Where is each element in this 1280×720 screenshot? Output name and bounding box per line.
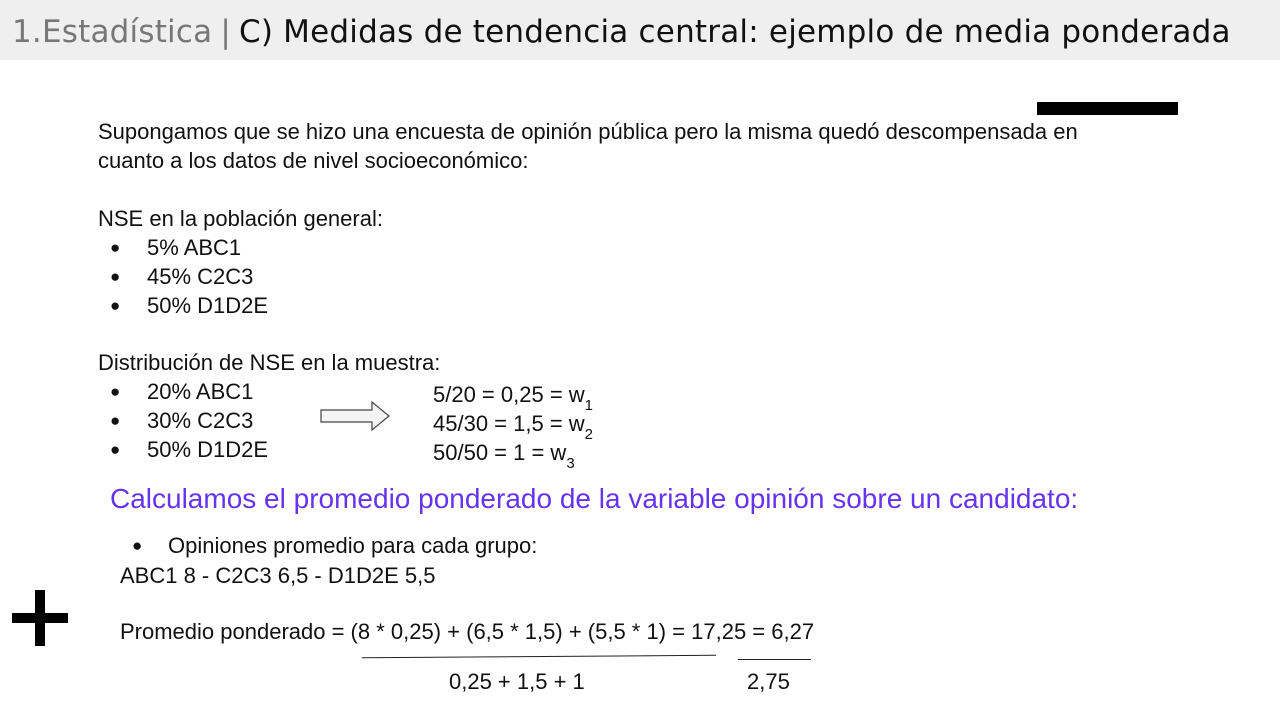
decorative-bar [1037,102,1178,115]
group-averages: ABC1 8 - C2C3 6,5 - D1D2E 5,5 [120,563,436,588]
weight-1: $5/20 = 0,25 = w_1$ [433,382,594,414]
bullet-dot: ● [110,238,121,257]
weight-2: $45/30 = 1,5 = w_2$ [433,411,594,443]
right-arrow-icon [320,400,392,434]
header-bar [0,0,1280,60]
weight-3: $50/50 = 1 = w_3$ [433,440,575,472]
bullet-dot: ● [110,296,121,315]
bullet-dot: ● [132,536,143,555]
bullet-dot: ● [110,411,121,430]
bullet-dot: ● [110,382,121,401]
weighted-mean-formula: Promedio ponderado = (8 * 0,25) + (6,5 * 1,5) + (5,5 * 1) = 17,25 = 6,27 [120,619,815,644]
fraction-line [362,655,716,658]
bullet-dot: ● [110,440,121,459]
fraction-line [738,659,811,660]
page-title [12,14,1231,50]
population-heading: NSE en la población general: [98,206,383,231]
section-label: 1.Estadística [12,14,213,50]
bullet-dot: ● [110,267,121,286]
sample-heading: Distribución de NSE en la muestra: [98,350,441,375]
slide-title: C) Medidas de tendencia central: ejemplo de media ponderada [238,14,1231,50]
intro-line-2: cuanto a los datos de nivel socioeconómico: [98,148,529,173]
denominator-result: 2,75 [747,669,790,694]
title-separator: | [220,14,231,50]
plus-icon [12,590,68,646]
denominator: 0,25 + 1,5 + 1 [449,669,585,694]
calc-heading: Calculamos el promedio ponderado de la variable opinión sobre un candidato: [110,483,1079,514]
intro-line-1: Supongamos que se hizo una encuesta de opinión pública pero la misma quedó descompensada en [98,119,1078,144]
